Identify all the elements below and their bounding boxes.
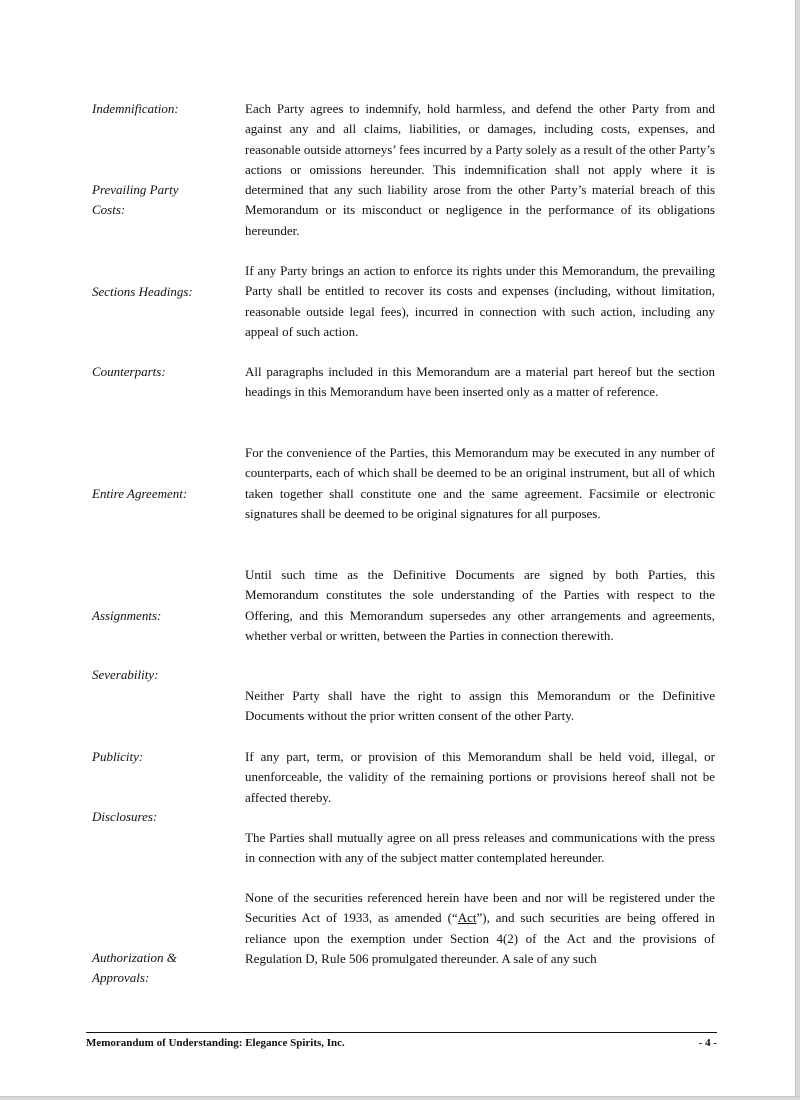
paragraph-disclosures-start: None of the securities referenced herein have been and nor will be registered under the Securities Act of 1933, as amended (“ bbox=[245, 890, 715, 926]
label-counterparts: Counterparts: bbox=[92, 364, 166, 379]
label-authorization-approvals: Authorization & Approvals: bbox=[92, 950, 177, 986]
label-severability: Severability: bbox=[92, 667, 159, 682]
label-assignments: Assignments: bbox=[92, 608, 162, 623]
label-entire-agreement: Entire Agreement: bbox=[92, 486, 188, 501]
footer-document-title: Memorandum of Understanding: Elegance Spirits, Inc. bbox=[86, 1037, 345, 1049]
paragraph-prevailing-party-costs: If any Party brings an action to enforce its rights under this Memorandum, the prevailing Party shall be entitled to recover its costs and expenses (including, without limitation, reasonable outside legal fees), incurred in connection with such action, including any appeal of such action. bbox=[245, 263, 715, 339]
paragraph-severability: If any part, term, or provision of this Memorandum shall be held void, illegal, or unenforceable, the validity of the remaining portions or provisions hereof shall not be affected thereby. bbox=[245, 749, 715, 805]
page-shadow-bottom bbox=[0, 1096, 800, 1100]
page-shadow-right bbox=[795, 0, 800, 1100]
footer-rule bbox=[86, 1032, 717, 1033]
paragraph-publicity: The Parties shall mutually agree on all press releases and communications with the press in connection with any of the subject matter contemplated hereunder. bbox=[245, 830, 715, 866]
label-sections-headings: Sections Headings: bbox=[92, 284, 193, 299]
paragraph-sections-headings: All paragraphs included in this Memorandum are a material part hereof but the section headings in this Memorandum have been inserted only as a matter of reference. bbox=[245, 364, 715, 400]
defined-term-act: Act bbox=[457, 910, 477, 926]
paragraph-counterparts: For the convenience of the Parties, this Memorandum may be executed in any number of counterparts, each of which shall be deemed to be an original instrument, but all of which taken together shall constitute one and the same agreement. Facsimile or electronic signatures shall be deemed to be original signatures for all purposes. bbox=[245, 445, 715, 521]
paragraph-indemnification: Each Party agrees to indemnify, hold harmless, and defend the other Party from and against any and all claims, liabilities, or damages, including costs, expenses, and reasonable outside attorneys’ fees incurred by a Party solely as a result of the other Party’s actions or omissions hereunder. This indemnification shall not apply where it is determined that any such liability arose from the other Party’s material breach of this Memorandum or its misconduct or negligence in the performance of its obligations hereunder. bbox=[245, 101, 715, 238]
label-indemnification: Indemnification: bbox=[92, 101, 179, 116]
footer-page-number: - 4 - bbox=[698, 1037, 717, 1049]
paragraph-disclosures-rest: ”), and such securities are being offered in reliance upon the exemption under Section 4(2) of the Act and the provisions of Regulation D, Rule 506 promulgated thereunder. A sale of any such bbox=[245, 910, 716, 966]
paragraph-assignments: Neither Party shall have the right to assign this Memorandum or the Definitive Documents without the prior written consent of the other Party. bbox=[245, 688, 715, 724]
label-publicity: Publicity: bbox=[92, 749, 144, 764]
paragraph-disclosures bbox=[245, 888, 715, 969]
label-prevailing-party-costs: Prevailing Party Costs: bbox=[92, 182, 179, 218]
label-disclosures: Disclosures: bbox=[92, 809, 158, 824]
paragraph-entire-agreement: Until such time as the Definitive Documents are signed by both Parties, this Memorandum constitutes the sole understanding of the Parties with respect to the Offering, and this Memorandum supersedes any other arrangements and agreements, whether verbal or written, between the Parties in connection therewith. bbox=[245, 567, 715, 643]
